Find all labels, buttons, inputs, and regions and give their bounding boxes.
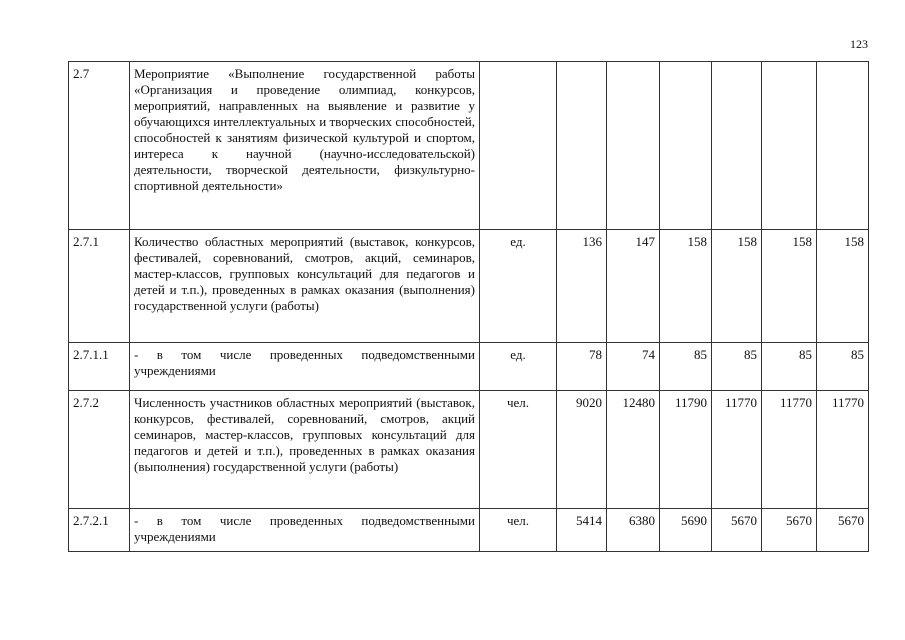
- table-row: [69, 509, 869, 552]
- row-value: 136: [557, 230, 607, 343]
- indicators-table: [68, 61, 869, 552]
- row-value: 5670: [762, 509, 817, 552]
- row-value: 9020: [557, 391, 607, 509]
- row-description: Количество областных мероприятий (выставок, конкурсов, фестивалей, соревнований, смотров, акций, семинаров, мастер-классов, групповых консультаций для педагогов и детей и т.п.), проведенных в рамках оказания (выполнения) государственной услуги (работы): [130, 230, 480, 343]
- row-value: 11770: [817, 391, 869, 509]
- table-row: [69, 62, 869, 230]
- row-description: - в том числе проведенных подведомственными учреждениями: [130, 509, 480, 552]
- row-value: 158: [660, 230, 712, 343]
- row-unit: чел.: [480, 509, 557, 552]
- row-value: 85: [712, 343, 762, 391]
- row-value: 85: [660, 343, 712, 391]
- row-value: 85: [762, 343, 817, 391]
- row-value: [607, 62, 660, 230]
- row-value: 158: [762, 230, 817, 343]
- table-row: [69, 343, 869, 391]
- row-value: [712, 62, 762, 230]
- row-description: Численность участников областных мероприятий (выставок, конкурсов, фестивалей, соревнований, смотров, акций семинаров, мастер-классов, групповых консультаций для педагогов и детей и т.п.), проведенных в рамках оказания (выполнения) государственной услуги (работы): [130, 391, 480, 509]
- row-code: 2.7: [69, 62, 130, 230]
- table-row: [69, 230, 869, 343]
- row-value: 12480: [607, 391, 660, 509]
- row-value: 11770: [712, 391, 762, 509]
- row-value: 85: [817, 343, 869, 391]
- page-number: 123: [850, 37, 868, 51]
- row-unit: ед.: [480, 343, 557, 391]
- row-value: 158: [712, 230, 762, 343]
- row-value: [762, 62, 817, 230]
- row-value: 11790: [660, 391, 712, 509]
- row-value: 147: [607, 230, 660, 343]
- row-value: 5690: [660, 509, 712, 552]
- row-code: 2.7.1: [69, 230, 130, 343]
- row-value: 74: [607, 343, 660, 391]
- row-value: 11770: [762, 391, 817, 509]
- row-code: 2.7.2.1: [69, 509, 130, 552]
- row-value: 5670: [817, 509, 869, 552]
- row-unit: чел.: [480, 391, 557, 509]
- row-value: [817, 62, 869, 230]
- row-value: 5670: [712, 509, 762, 552]
- row-unit: ед.: [480, 230, 557, 343]
- row-unit: [480, 62, 557, 230]
- row-description: Мероприятие «Выполнение государственной работы «Организация и проведение олимпиад, конкурсов, мероприятий, направленных на выявление и развитие у обучающихся интеллектуальных и творческих способностей, способностей к занятиям физической культурой и спортом, интереса к научной (научно-исследовательской) деятельности, творческой деятельности, физкультурно-спортивной деятельности»: [130, 62, 480, 230]
- row-value: 5414: [557, 509, 607, 552]
- table-row: [69, 391, 869, 509]
- row-value: 158: [817, 230, 869, 343]
- row-code: 2.7.2: [69, 391, 130, 509]
- row-value: [660, 62, 712, 230]
- row-code: 2.7.1.1: [69, 343, 130, 391]
- row-value: 6380: [607, 509, 660, 552]
- row-description: - в том числе проведенных подведомственными учреждениями: [130, 343, 480, 391]
- row-value: [557, 62, 607, 230]
- row-value: 78: [557, 343, 607, 391]
